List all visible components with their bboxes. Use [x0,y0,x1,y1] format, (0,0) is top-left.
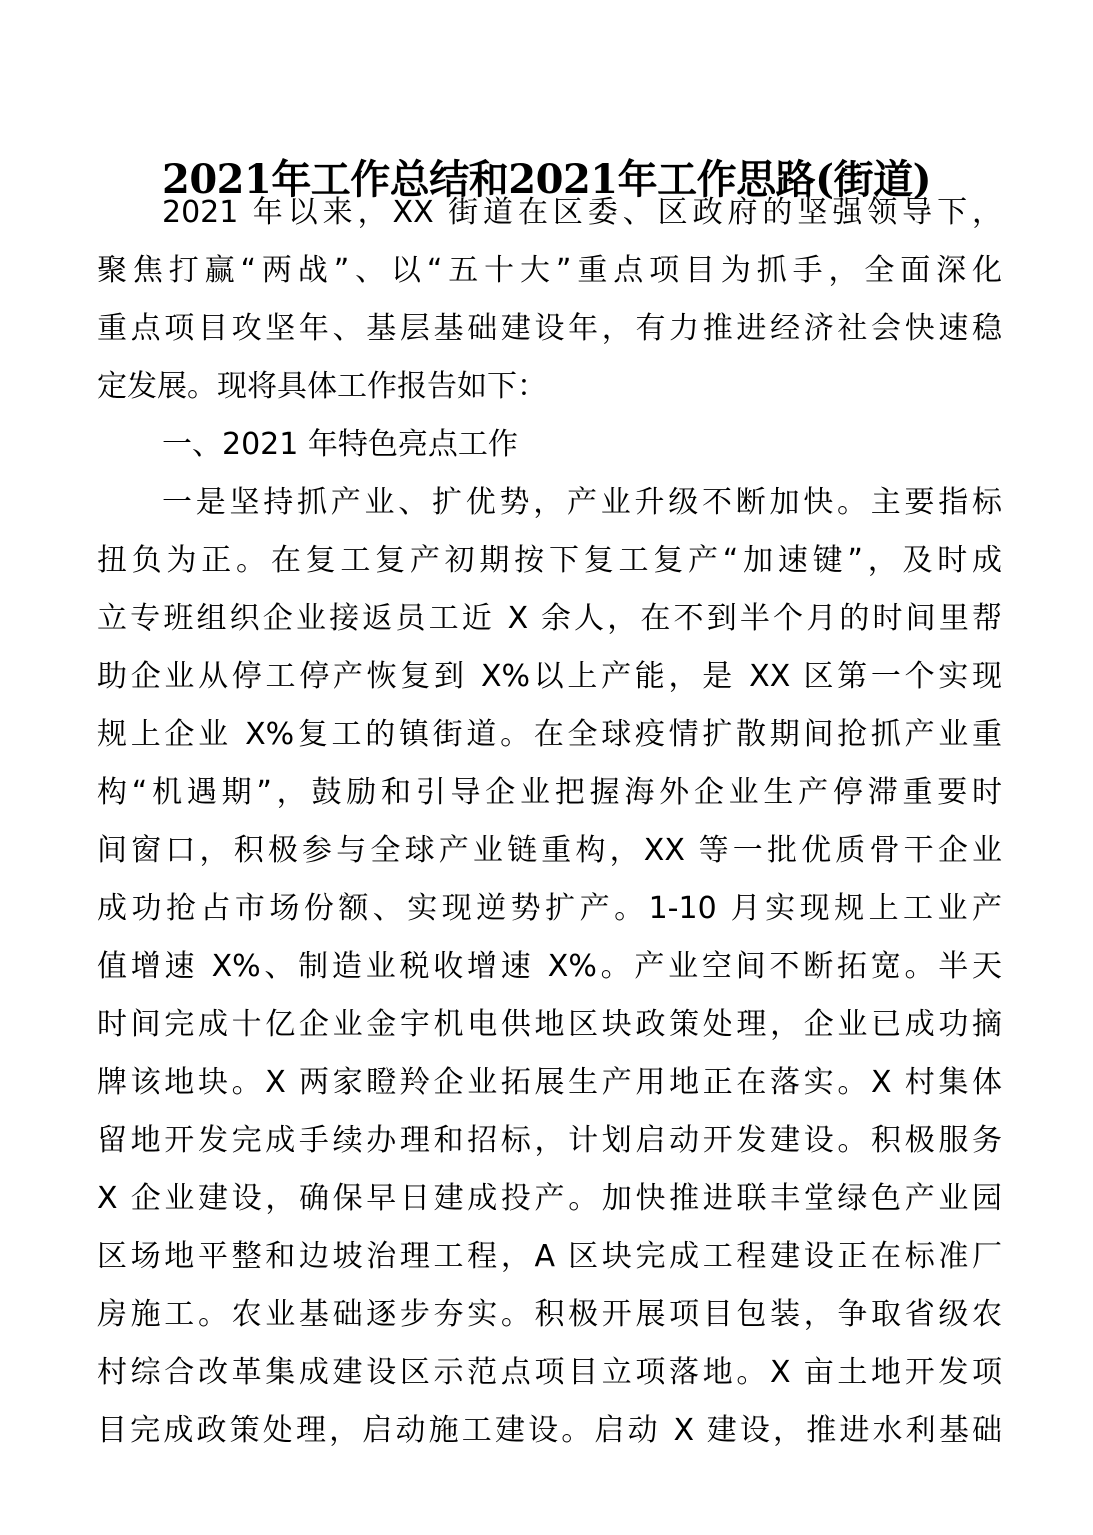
paragraph-line: 立专班组织企业接返员工近 X 余人，在不到半个月的时间里帮 [97,601,1002,636]
paragraph-line: 重点项目攻坚年、基层基础建设年，有力推进经济社会快速稳 [97,311,1002,346]
paragraph-line: 留地开发完成手续办理和招标，计划启动开发建设。积极服务 [97,1123,1002,1158]
paragraph-line: 牌该地块。X 两家瞪羚企业拓展生产用地正在落实。X 村集体 [97,1065,1002,1100]
paragraph-line: 扭负为正。在复工复产初期按下复工复产“加速键”，及时成 [97,543,1002,578]
paragraph-line: X 企业建设，确保早日建成投产。加快推进联丰堂绿色产业园 [97,1181,1002,1216]
paragraph-line: 规上企业 X%复工的镇街道。在全球疫情扩散期间抢抓产业重 [97,717,1002,752]
paragraph-line: 聚焦打赢“两战”、以“五十大”重点项目为抓手，全面深化 [97,253,1002,288]
document-title: 2021年工作总结和2021年工作思路(街道) [161,156,931,203]
paragraph-line: 助企业从停工停产恢复到 X%以上产能，是 XX 区第一个实现 [97,659,1002,694]
paragraph-line: 构“机遇期”，鼓励和引导企业把握海外企业生产停滞重要时 [97,775,1002,810]
paragraph-line: 村综合改革集成建设区示范点项目立项落地。X 亩土地开发项 [97,1355,1002,1390]
paragraph-line: 目完成政策处理，启动施工建设。启动 X 建设，推进水利基础 [97,1413,1002,1448]
paragraph-line: 房施工。农业基础逐步夯实。积极开展项目包装，争取省级农 [97,1297,1002,1332]
paragraph-line: 区场地平整和边坡治理工程，A 区块完成工程建设正在标准厂 [97,1239,1002,1274]
paragraph-line: 成功抢占市场份额、实现逆势扩产。1-10 月实现规上工业产 [97,891,1002,926]
paragraph-line: 间窗口，积极参与全球产业链重构，XX 等一批优质骨干企业 [97,833,1002,868]
paragraph-line: 2021 年以来，XX 街道在区委、区政府的坚强领导下， [162,195,1002,230]
paragraph-line: 时间完成十亿企业金宇机电供地区块政策处理，企业已成功摘 [97,1007,1002,1042]
paragraph-line: 一是坚持抓产业、扩优势，产业升级不断加快。主要指标 [162,485,1002,520]
section-heading: 一、2021 年特色亮点工作 [162,427,518,462]
paragraph-line: 值增速 X%、制造业税收增速 X%。产业空间不断拓宽。半天 [97,949,1002,984]
paragraph-line: 定发展。现将具体工作报告如下： [97,369,547,404]
